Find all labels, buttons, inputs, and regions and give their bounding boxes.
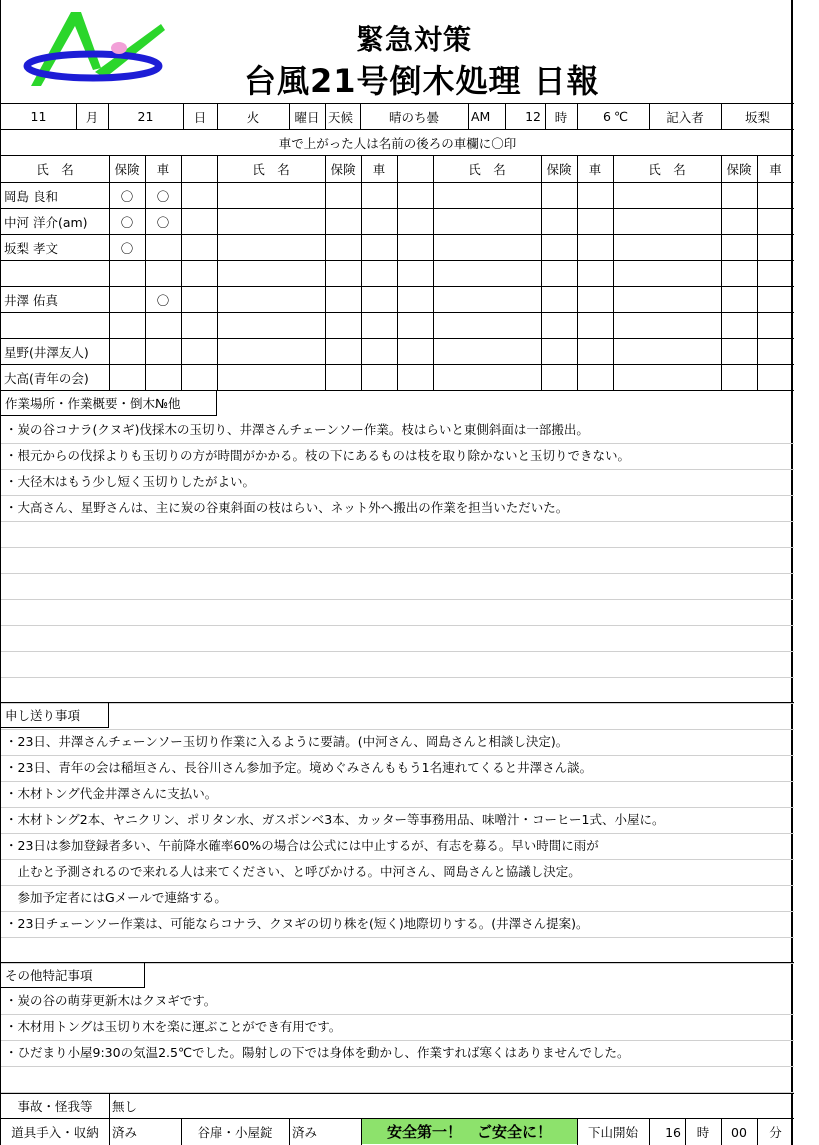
report-category-title: 緊急対策 [356, 23, 473, 56]
car-mark [145, 365, 181, 391]
work-section-label: 作業場所・作業概要・倒木№他 [1, 391, 217, 416]
hour-unit-label: 時 [696, 1125, 710, 1140]
handover-note-line: ・木材トング代金井澤さんに支払い。 [5, 786, 218, 801]
gate-value: 済み [292, 1125, 318, 1140]
attendee-name: 大高(青年の会) [4, 371, 89, 386]
handover-note-line: ・木材トング2本、ヤニクリン、ポリタン水、ガスボンベ3本、カッター等事務用品、味噌汁・コーヒー1式、小屋に。 [5, 812, 665, 827]
ampm-value: AM [471, 109, 491, 124]
name-column-header: 氏 名 [252, 162, 290, 177]
hour-unit: 時 [554, 109, 568, 125]
handover-note-line: 止むと予測されるので来れる人は来てください、と呼びかける。中河さん、岡島さんと協議し決定。 [5, 864, 581, 879]
recorder-label: 記入者 [666, 109, 704, 125]
handover-note-line: ・23日チェーンソー作業は、可能ならコナラ、クヌギの切り株を(短く)地際切りする。(井澤さん提案)。 [5, 916, 589, 931]
accident-value: 無し [112, 1099, 138, 1114]
insurance-mark: 〇 [120, 215, 134, 230]
temperature-unit: ℃ [614, 109, 629, 124]
attendee-name: 坂梨 孝文 [4, 241, 58, 256]
weather-value: 晴のち曇 [388, 109, 439, 125]
handover-note-line: ・23日は参加登録者多い、午前降水確率60%の場合は公式には中止するが、有志を募る。早い時間に雨が [5, 838, 599, 853]
attendee-name [1, 261, 109, 287]
descent-label: 下山開始 [587, 1125, 638, 1140]
insurance-mark: 〇 [120, 241, 134, 256]
descent-hour: 16 [665, 1124, 681, 1140]
car-column-header: 車 [588, 162, 602, 177]
tools-label: 道具手入・収納 [11, 1125, 99, 1140]
insurance-mark [109, 365, 145, 391]
handover-note-line: ・23日、青年の会は稲垣さん、長谷川さん参加予定。境めぐみさんももう1名連れてくると井澤さん談。 [5, 760, 593, 775]
safety-banner: 安全第一！ ご安全に！ [362, 1119, 577, 1144]
car-note: 車で上がった人は名前の後ろの車欄に〇印 [278, 135, 517, 151]
car-column-header: 車 [156, 162, 170, 177]
day-value: 21 [137, 109, 154, 124]
car-mark [145, 313, 181, 339]
minute-unit-label: 分 [769, 1125, 782, 1140]
insurance-mark [109, 287, 145, 313]
insurance-column-header: 保険 [114, 162, 140, 177]
gate-label: 谷扉・小屋錠 [197, 1125, 273, 1140]
month-value: 11 [30, 109, 47, 124]
car-column-header: 車 [372, 162, 386, 177]
month-unit: 月 [85, 109, 99, 125]
car-mark: 〇 [156, 293, 170, 308]
car-mark: 〇 [156, 189, 170, 204]
work-note-line: ・根元からの伐採よりも玉切りの方が時間がかかる。枝の下にあるものは枝を取り除かないと玉切りできない。 [5, 448, 631, 463]
work-note-line: ・炭の谷コナラ(クヌギ)伐採木の玉切り、井澤さんチェーンソー作業。枝はらいと東側斜面は一部搬出。 [5, 422, 589, 437]
other-section-label: その他特記事項 [1, 963, 145, 988]
hour-value: 12 [525, 109, 541, 124]
tools-value: 済み [112, 1125, 138, 1140]
insurance-mark: 〇 [120, 189, 134, 204]
descent-minute: 00 [731, 1124, 747, 1140]
other-note-line: ・ひだまり小屋9:30の気温2.5℃でした。陽射しの下では身体を動かし、作業すれば寒くはありませんでした。 [5, 1045, 630, 1060]
insurance-column-header: 保険 [546, 162, 572, 177]
handover-section-label: 申し送り事項 [1, 703, 109, 728]
recorder-name: 坂梨 [744, 109, 770, 125]
car-column-header: 車 [769, 162, 782, 177]
accident-label: 事故・怪我等 [17, 1099, 93, 1114]
attendee-name: 中河 洋介(am) [4, 215, 88, 230]
car-mark: 〇 [156, 215, 170, 230]
weekday-value: 火 [246, 109, 260, 125]
attendee-name [1, 313, 109, 339]
handover-note-line: ・23日、井澤さんチェーンソー玉切り作業に入るように要請。(中河さん、岡島さんと相談し決定)。 [5, 734, 569, 749]
weekday-unit: 曜日 [294, 109, 320, 125]
logo-icon [23, 8, 168, 90]
attendee-name: 井澤 佑真 [4, 293, 58, 308]
work-note-line: ・大高さん、星野さんは、主に炭の谷東斜面の枝はらい、ネット外へ搬出の作業を担当いただいた。 [5, 500, 569, 515]
work-note-line: ・大径木はもう少し短く玉切りしたがよい。 [5, 474, 256, 489]
name-column-header: 氏 名 [648, 162, 686, 177]
insurance-column-header: 保険 [726, 162, 752, 177]
other-note-line: ・炭の谷の萌芽更新木はクヌギです。 [5, 993, 217, 1008]
attendee-name: 岡島 良和 [4, 189, 58, 204]
attendee-name: 星野(井澤友人) [4, 345, 89, 360]
insurance-column-header: 保険 [330, 162, 356, 177]
insurance-mark [109, 261, 145, 287]
temperature-value: 6 [603, 109, 611, 124]
insurance-mark [109, 313, 145, 339]
day-unit: 日 [193, 109, 207, 125]
insurance-mark [109, 339, 145, 365]
name-column-header: 氏 名 [468, 162, 506, 177]
report-title: 台風21号倒木処理 日報 [244, 62, 600, 100]
car-mark [145, 261, 181, 287]
car-mark [145, 235, 181, 261]
car-mark [145, 339, 181, 365]
handover-note-line: 参加予定者にはGメールで連絡する。 [5, 890, 227, 905]
weather-label: 天候 [328, 109, 354, 125]
other-note-line: ・木材用トングは玉切り木を楽に運ぶことができ有用です。 [5, 1019, 342, 1034]
name-column-header: 氏 名 [36, 162, 74, 177]
